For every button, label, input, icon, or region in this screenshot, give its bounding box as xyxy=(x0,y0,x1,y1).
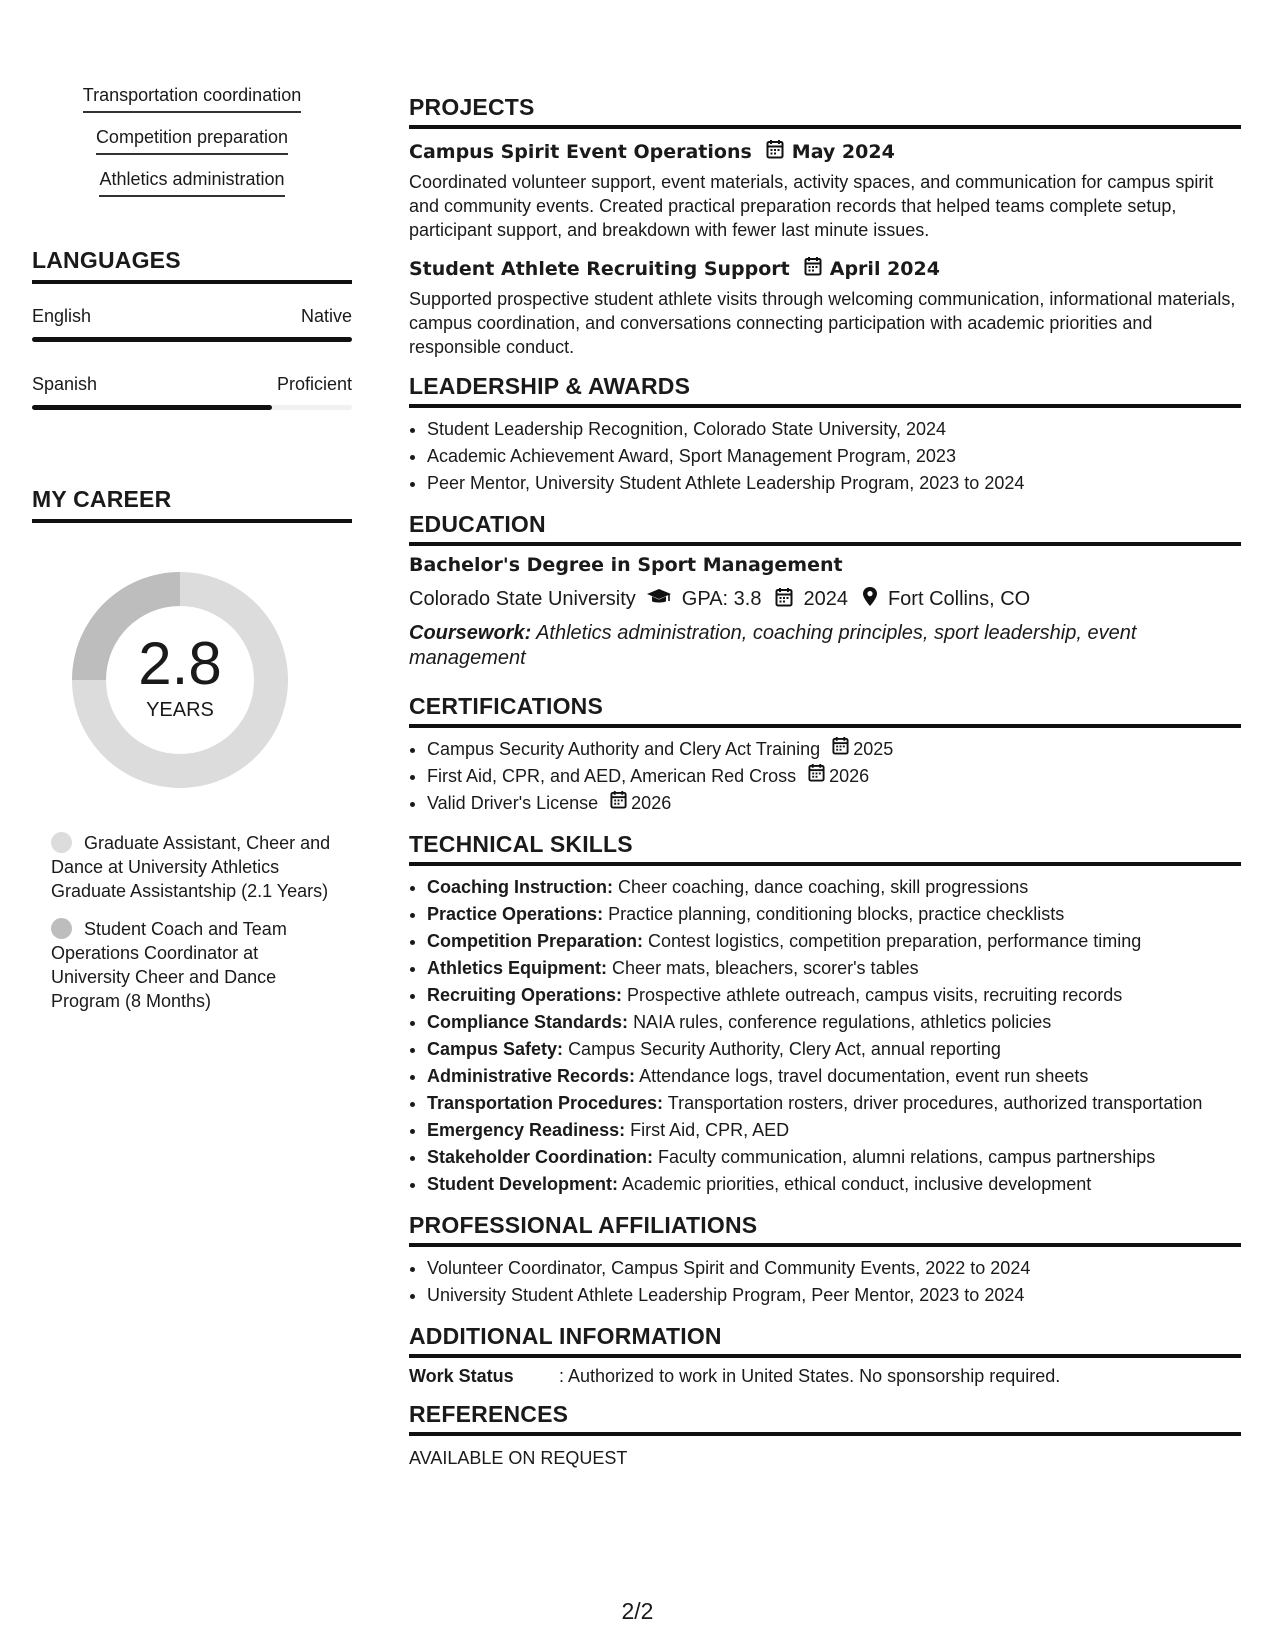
work-status-value: : Authorized to work in United States. No sponsorship required. xyxy=(559,1366,1061,1386)
skill-label: Emergency Readiness: xyxy=(427,1120,626,1140)
project-name: Campus Spirit Event Operations xyxy=(409,140,752,163)
technical-skills-list xyxy=(409,874,1241,1198)
projects-section xyxy=(409,94,1241,359)
coursework-label: Coursework: xyxy=(409,622,532,644)
project-date: May 2024 xyxy=(791,140,895,163)
career-list xyxy=(32,831,331,1013)
legend-dot-icon xyxy=(51,918,72,939)
technical-skills-title: TECHNICAL SKILLS xyxy=(409,831,1241,866)
language-bar-fill xyxy=(32,405,272,410)
career-item xyxy=(51,831,331,903)
coursework-text: Athletics administration, coaching principles, sport leadership, event management xyxy=(409,622,1137,669)
skill-label: Transportation Procedures: xyxy=(427,1093,664,1113)
skill-value: First Aid, CPR, AED xyxy=(630,1120,790,1140)
affiliations-list xyxy=(409,1255,1241,1309)
skill-item xyxy=(427,1063,1241,1090)
project-name: Student Athlete Recruiting Support xyxy=(409,257,790,280)
skill-label: Student Development: xyxy=(427,1174,619,1194)
language-name: Spanish xyxy=(32,374,98,394)
skill-item xyxy=(427,1090,1241,1117)
page-number: 2/2 xyxy=(621,1598,654,1624)
certification-name: • Valid Driver's License xyxy=(427,793,599,813)
references-text: AVAILABLE ON REQUEST xyxy=(409,1448,628,1468)
certification-year: 2026 xyxy=(631,793,672,813)
language-bar xyxy=(32,405,352,410)
list-item xyxy=(427,763,1241,790)
skill-value: Attendance logs, travel documentation, event run sheets xyxy=(639,1066,1089,1086)
calendar-icon xyxy=(610,790,627,817)
certification-name: • Campus Security Authority and Clery Act Training xyxy=(427,739,821,759)
affiliations-section xyxy=(409,1212,1241,1309)
skill-value: Academic priorities, ethical conduct, inclusive development xyxy=(622,1174,1092,1194)
skill-label: Stakeholder Coordination: xyxy=(427,1147,654,1167)
project-description: Supported prospective student athlete visits through welcoming communication, informational materials, campus coordination, and conversations connecting participation with academic priorities and responsible conduct. xyxy=(409,289,1236,357)
education-details xyxy=(409,586,1241,613)
school-name: Colorado State University xyxy=(409,588,636,610)
skill-tags xyxy=(32,84,352,197)
list-item xyxy=(427,736,1241,763)
skill-item xyxy=(427,874,1241,901)
sidebar xyxy=(32,84,352,1027)
technical-skills-section xyxy=(409,831,1241,1198)
languages-section xyxy=(32,247,352,410)
graduation-year: 2024 xyxy=(803,588,848,610)
calendar-icon xyxy=(832,736,849,763)
education-section xyxy=(409,511,1241,671)
list-item: • Volunteer Coordinator, Campus Spirit and Community Events, 2022 to 2024 xyxy=(427,1255,1241,1282)
legend-dot-icon xyxy=(51,832,72,853)
career-unit: YEARS xyxy=(146,698,214,721)
career-donut-chart xyxy=(65,565,295,795)
skill-item xyxy=(427,955,1241,982)
calendar-icon xyxy=(808,763,825,790)
additional-info-title: ADDITIONAL INFORMATION xyxy=(409,1323,1241,1358)
projects-title: PROJECTS xyxy=(409,94,1241,129)
list-item xyxy=(427,790,1241,817)
skill-value: Faculty communication, alumni relations, campus partnerships xyxy=(658,1147,1156,1167)
languages-title: LANGUAGES xyxy=(32,247,352,284)
skill-label: Coaching Instruction: xyxy=(427,877,613,897)
education-title: EDUCATION xyxy=(409,511,1241,546)
skill-value: Prospective athlete outreach, campus visits, recruiting records xyxy=(627,985,1123,1005)
skill-item xyxy=(427,1171,1241,1198)
skill-label: Compliance Standards: xyxy=(427,1012,629,1032)
skill-item xyxy=(427,901,1241,928)
certifications-title: CERTIFICATIONS xyxy=(409,693,1241,728)
degree-title: Bachelor's Degree in Sport Management xyxy=(409,554,843,576)
skill-item xyxy=(427,1144,1241,1171)
career-item xyxy=(51,917,331,1013)
list-item: • Student Leadership Recognition, Colorado State University, 2024 xyxy=(427,416,1241,443)
leadership-section xyxy=(409,373,1241,497)
skill-tag: Transportation coordination xyxy=(83,84,301,113)
project-heading xyxy=(409,139,1241,164)
skill-label: Athletics Equipment: xyxy=(427,958,608,978)
skill-value: Cheer coaching, dance coaching, skill progressions xyxy=(618,877,1029,897)
language-bar-fill xyxy=(32,337,352,342)
skill-item xyxy=(427,982,1241,1009)
certification-name: • First Aid, CPR, and AED, American Red Cross xyxy=(427,766,797,786)
skill-value: Campus Security Authority, Clery Act, annual reporting xyxy=(568,1039,1001,1059)
skill-tag: Competition preparation xyxy=(96,126,288,155)
references-section xyxy=(409,1401,1241,1469)
certification-year: 2026 xyxy=(829,766,870,786)
skill-item xyxy=(427,928,1241,955)
language-row xyxy=(32,374,352,395)
project-description: Coordinated volunteer support, event materials, activity spaces, and communication for campus spirit and community events. Created practical preparation records that helped teams complete setup, participant support, and breakdown with fewer last minute issues. xyxy=(409,172,1214,240)
language-level: Native xyxy=(300,306,352,326)
skill-value: Transportation rosters, driver procedures, authorized transportation xyxy=(667,1093,1203,1113)
calendar-icon xyxy=(804,256,822,281)
additional-info-section xyxy=(409,1323,1241,1387)
references-title: REFERENCES xyxy=(409,1401,1241,1436)
list-item: • Academic Achievement Award, Sport Management Program, 2023 xyxy=(427,443,1241,470)
certifications-list xyxy=(409,736,1241,817)
leadership-list xyxy=(409,416,1241,497)
career-total: 2.8 xyxy=(138,629,222,697)
skill-tag: Athletics administration xyxy=(99,168,284,197)
skill-value: Contest logistics, competition preparation, performance timing xyxy=(648,931,1142,951)
career-title: MY CAREER xyxy=(32,486,352,523)
calendar-icon xyxy=(766,139,784,164)
language-level: Proficient xyxy=(276,374,352,394)
school-location: Fort Collins, CO xyxy=(887,588,1031,610)
donut-center xyxy=(65,565,295,795)
gpa: GPA: 3.8 xyxy=(681,588,762,610)
work-status-row xyxy=(409,1366,1241,1387)
certification-year: 2025 xyxy=(853,739,894,759)
career-section xyxy=(32,486,352,1013)
skill-item xyxy=(427,1009,1241,1036)
calendar-icon xyxy=(775,587,793,613)
language-name: English xyxy=(32,306,92,326)
skill-item xyxy=(427,1117,1241,1144)
affiliations-title: PROFESSIONAL AFFILIATIONS xyxy=(409,1212,1241,1247)
work-status-label: Work Status xyxy=(409,1366,514,1386)
skill-label: Administrative Records: xyxy=(427,1066,636,1086)
main-content xyxy=(409,94,1241,1483)
career-item-text: Graduate Assistant, Cheer and Dance at University Athletics Graduate Assistantship (2.1 Years) xyxy=(51,833,331,901)
language-row xyxy=(32,306,352,327)
graduation-cap-icon xyxy=(646,588,672,612)
language-bar xyxy=(32,337,352,342)
skill-value: NAIA rules, conference regulations, athletics policies xyxy=(633,1012,1052,1032)
skill-label: Practice Operations: xyxy=(427,904,604,924)
leadership-title: LEADERSHIP & AWARDS xyxy=(409,373,1241,408)
skill-label: Competition Preparation: xyxy=(427,931,644,951)
coursework xyxy=(409,621,1241,671)
certifications-section xyxy=(409,693,1241,817)
skill-item xyxy=(427,1036,1241,1063)
skill-value: Cheer mats, bleachers, scorer's tables xyxy=(612,958,919,978)
map-pin-icon xyxy=(862,586,878,613)
list-item: • Peer Mentor, University Student Athlete Leadership Program, 2023 to 2024 xyxy=(427,470,1241,497)
project-date: April 2024 xyxy=(829,257,940,280)
skill-value: Practice planning, conditioning blocks, practice checklists xyxy=(608,904,1065,924)
list-item: • University Student Athlete Leadership Program, Peer Mentor, 2023 to 2024 xyxy=(427,1282,1241,1309)
career-item-text: Student Coach and Team Operations Coordinator at University Cheer and Dance Program (8 Months) xyxy=(51,919,287,1011)
project-heading xyxy=(409,256,1241,281)
skill-label: Recruiting Operations: xyxy=(427,985,623,1005)
skill-label: Campus Safety: xyxy=(427,1039,564,1059)
